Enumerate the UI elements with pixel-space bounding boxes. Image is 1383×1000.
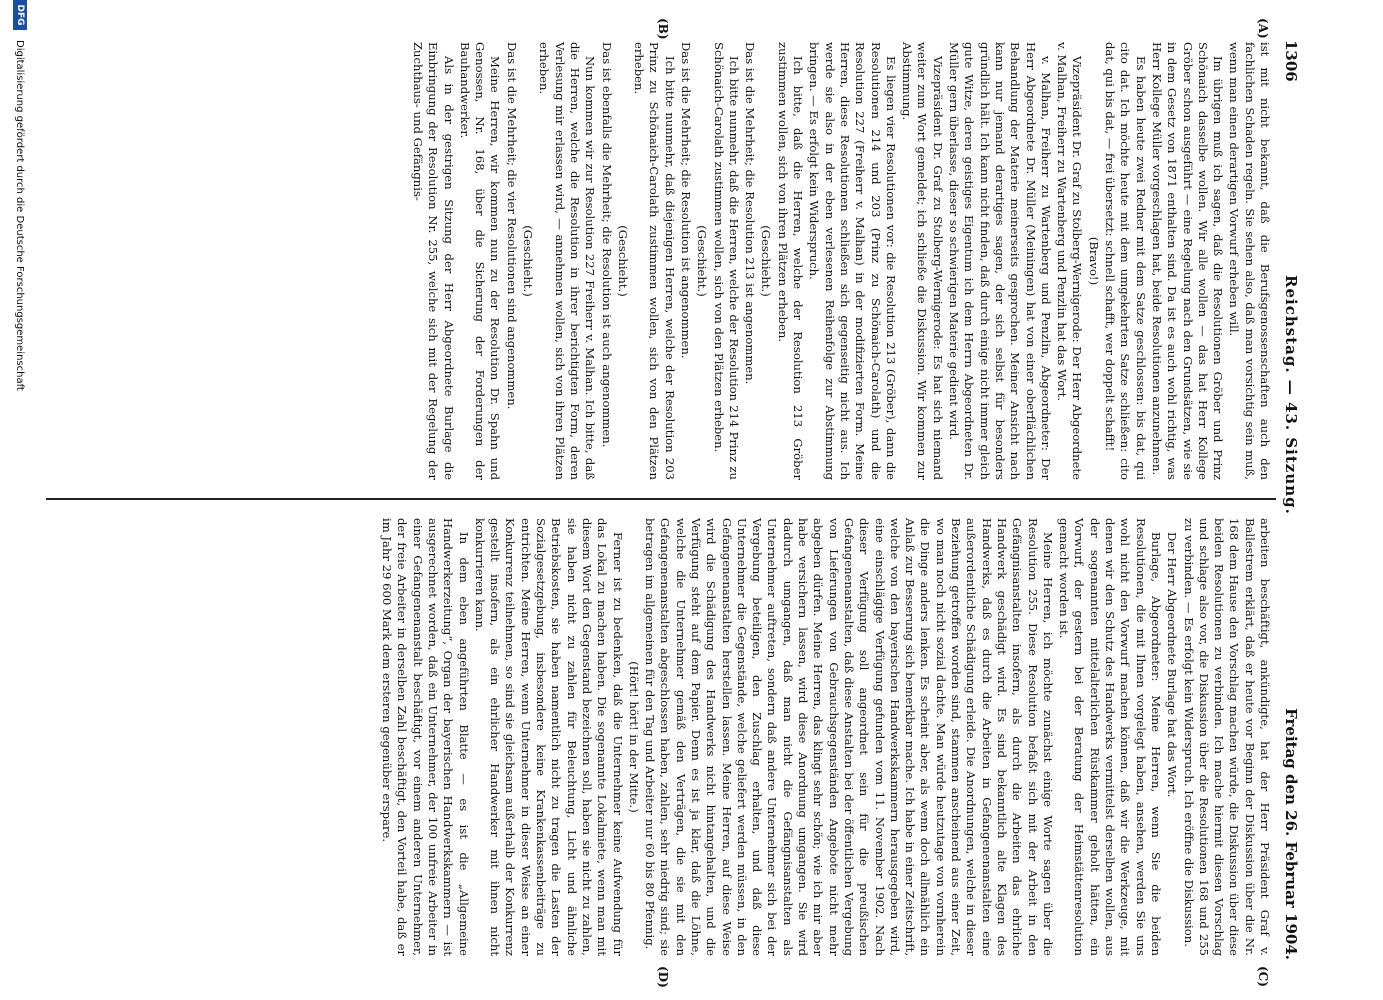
left-paragraph: Ich bitte nunmehr, daß die Herren, welche der Resolution 214 Prinz zu Schönaich-Carolath zustimmen wollen, sich von den Plätzen erheben. (711, 42, 741, 480)
column-divider (46, 498, 1276, 500)
left-paragraph: Vizepräsident Dr. Graf zu Stolberg-Wernigerode: Es hat sich niemand weiter zum Wort gemeldet; ich schließe die Diskussion. Wir kommen zur Abstimmung. (900, 42, 945, 480)
right-column (378, 518, 1272, 956)
left-paragraph: Das ist ebenfalls die Mehrheit; die Resolution ist auch angenommen. (599, 42, 614, 448)
margin-mark-d: (D) (656, 966, 670, 988)
left-paragraph: Im übrigen muß ich sagen, daß die Resolutionen Gröber und Prinz Schönaich dasselbe wollen. Wir alle wollen — das hat Herr Kollege Gröber schon ausgeführt — eine Regelung nach den Grundsätzen, wie sie in dem Gesetz von 1871 enthalten sind. Da ist es auch wohl richtig, was Herr Kollege Müller vorgeschlagen hat, beide Resolutionen anzunehmen. (1149, 42, 1226, 480)
page-header (1280, 40, 1302, 960)
left-paragraph: Ich bitte nunmehr, daß diejenigen Herren, welche der Resolution 203 Prinz zu Schönaich-Carolath zustimmen wollen, sich von den Plätzen erheben. (632, 42, 677, 480)
page-number: 1306 (1282, 40, 1300, 82)
left-paragraph: Es liegen vier Resolutionen vor: die Resolution 213 (Gröber), dann die Resolutionen 214 und 203 (Prinz zu Schönaich-Carolath) und die Resolution 227 (Freiherr v. Malhan) in der modifizierten Form. Meine Herren, diese Resolutionen schließen sich gegenseitig nicht aus. Ich werde sie also in der eben verlesenen Reihenfolge zur Abstimmung bringen. — Es erfolgt kein Widerspruch. (807, 42, 898, 480)
left-paragraph: (Geschieht.) (759, 225, 774, 297)
right-paragraph: Meine Herren, ich möchte zunächst einige Worte sagen über die Resolution 255. Diese Resolution befaßt sich mit der Arbeit in den Gefängnisanstalten insofern, als durch die Arbeiten das ehrliche Handwerk geschädigt wird. Es sind bekanntlich alte Klagen des Handwerks, daß es durch die Arbeiten in Gefangenenanstalten eine außerordentliche Schädigung erleide. Die Anordnungen, welche in dieser Beziehung getroffen worden sind, stammen anscheinend aus einer Zeit, wo man noch nicht sozial dachte. Man würde heutzutage von vornherein die Dinge anders lenken. Es scheint aber, als wenn doch allmählich ein Anlaß zur Besserung sich bemerkbar mache. Ich habe in einer Zeitschrift, welche von den bayerischen Handwerkskammern herausgegeben wird, eine einschlägige Verfügung gefunden vom 11. November 1902. Nach dieser Verfügung soll angeordnet sein für die preußischen Gefangenenanstalten, daß diese Anstalten bei der öffentlichen Vergebung von Lieferungen von Gebrauchsgegenständen Angebote nicht mehr abgeben dürfen. Meine Herren, das klingt sehr schön; wie ich mir aber habe versichern lassen, wird diese Anordnung umgangen. Sie wird dadurch umgangen, daß man nicht die Gefängnisanstalten als Unternehmer auftreten, sondern daß andere Unternehmer sich bei der Vergebung beteiligen, den Zuschlag erhalten, und daß diese Unternehmer die Gegenstände, welche geliefert werden müssen, in den Gefangenenanstalten herstellen lassen. Meine Herren, auf diese Weise wird die Schädigung des Handwerks nicht hintangehalten, und die Verfügung steht auf dem Papier. Denn es ist ja klar, daß die Löhne, welche die Unternehmer gemäß den Verträgen, die sie mit den Gefangenenanstalten abgeschlossen haben, zahlen, sehr niedrig sind; sie betragen im allgemeinen für den Tag und Arbeiter nur 60 bis 80 Pfennig. (643, 518, 1055, 956)
left-paragraph: (Geschieht.) (521, 225, 536, 297)
left-paragraph: Ich bitte, daß die Herren, welche der Resolution 213 Gröber zustimmen wollen, sich von ihren Plätzen erheben. (775, 42, 806, 480)
header-title: Reichstag. — 43. Sitzung. (1282, 275, 1300, 515)
left-paragraph: Das ist die Mehrheit; die vier Resolutionen sind angenommen. (504, 42, 519, 410)
left-paragraph: Nun kommen wir zur Resolution 227 Freiherr v. Malhan. Ich bitte, daß die Herren, welche die Resolution in ihrer berichtigten Form, deren Verlesung mir erlassen wird, — annehmen wollen, sich von ihren Plätzen erheben. (537, 42, 598, 480)
left-paragraph: Meine Herren, wir kommen nun zu der Resolution Dr. Spahn und Genossen, Nr. 168, über die Sicherung der Forderungen der Bauhandwerker. (457, 42, 503, 480)
left-paragraph: (Geschieht.) (695, 225, 710, 297)
left-paragraph: Vizepräsident Dr. Graf zu Stolberg-Wernigerode: Der Herr Abgeordnete v. Malhan, Freiherr zu Wartenberg und Penzlin hat das Wort. (1055, 42, 1085, 480)
right-paragraph: Der Herr Abgeordnete Burlage hat das Wort. (1165, 532, 1180, 798)
left-paragraph: Das ist die Mehrheit; die Resolution 213 ist angenommen. (743, 42, 758, 385)
left-column (409, 42, 1272, 480)
margin-mark-a: (A) (1256, 18, 1270, 39)
header-date: Freitag den 26. Februar 1904. (1282, 708, 1300, 960)
margin-mark-c: (C) (1256, 966, 1270, 987)
right-paragraph: In dem eben angeführten Blatte — es ist die „Allgemeine Handwerkerzeitung“, Organ der bayerischen Handwerkskammern — ist ausgerechnet worden, daß ein Unternehmer, der 100 unfreie Arbeiter in einer Gefangenenanstalt beschäftigt, vor einem anderen Unternehmer, der freie Arbeiter in derselben Zahl beschäftigt, den Vorteil habe, daß er im Jahr 29 600 Mark dem ersteren gegenüber erspare. (380, 518, 471, 956)
margin-mark-b: (B) (656, 18, 670, 40)
right-paragraph: Burlage, Abgeordneter: Meine Herren, wenn Sie die beiden Resolutionen, die mit Ihnen vorgelegt haben, ansehen, werden Sie uns wohl nicht den Vorwurf machen können, daß wir die Werkzeuge, mit denen wir den Schutz des Handwerks vermittelst derselben wollen, aus der sogenannten mittelalterlichen Rüstkammer geholt hätten, ein Vorwurf, der gestern bei der Beratung der Heimstättenresolution gemacht worden ist. (1057, 518, 1163, 956)
right-paragraph: (Hört! hört! in der Mitte.) (626, 661, 641, 813)
left-paragraph: Es haben heute zwei Redner mit dem Satze geschlossen: bis dat, qui cito dat. Ich möchte heute mit dem umgekehrten Satze schließen: cito dat, qui bis dat, — frei übersetzt: schnell schafft, wer doppelt schafft! (1103, 42, 1148, 480)
right-paragraph: Ferner ist zu bedenken, daß die Unternehmer keine Aufwendung für das Lokal zu machen haben. Die sogenannte Lokalmiete, wenn man mit diesem Wort den Gegenstand bezeichnen soll, haben sie nicht zu zahlen, sie haben nicht zu zahlen für Beleuchtung, Licht und ähnliche Betriebskosten, sie haben namentlich nicht zu tragen die Lasten der Sozialgesetzgebung, insbesondere keine Krankenkassenbeiträge zu entrichten. Meine Herren, wenn Unternehmer in dieser Weise an einer Konkurrenz teilnehmen, so sind sie gleichsam außerhalb der Konkurrenz gestellt insofern, als ein ehrlicher Handwerker mit ihnen nicht konkurrieren kann. (472, 518, 625, 956)
left-paragraph: (Bravo!) (1086, 236, 1101, 286)
dfg-logo: DFG (13, 0, 27, 30)
left-paragraph: Als in der gestrigen Sitzung der Herr Abgeordnete Burlage die Einbringung der Resolution Nr. 255, welche sich mit der Regelung der Zuchthaus- und Gefängnis- (410, 42, 456, 480)
left-paragraph: v. Malhan, Freiherr zu Wartenberg und Penzlin, Abgeordneter: Der Herr Abgeordnete Dr. Müller (Meiningen) hat von einer oberflächlichen Behandlung der Materie meinerseits gesprochen. Meiner Ansicht nach kann nur jemand derartiges sagen, der sich selbst für besonders gründlich hält. Ich kann nicht finden, daß durch einige nicht immer gleich gute Witze, deren geistiges Eigentum ich dem Herrn Abgeordneten Dr. Müller gern überlasse, dieser so schwierigen Materie gedient wird. (947, 42, 1053, 480)
left-paragraph: ist mit nicht bekannt, daß die Berufsgenossenschaften auch den fachlichen Schaden regeln. Sie sehen also, daß man vorsichtig sein muß, wenn man einen derartigen Vorwurf erheben will. (1227, 42, 1272, 480)
left-paragraph: (Geschieht.) (615, 225, 630, 297)
right-paragraph: arbeiten beschäftigt, ankündigte, hat der Herr Präsident Graf v. Ballestrem erklärt, daß er heute vor Beginn der Diskussion über die Nr. 168 dem Hause den Vorschlag machen würde, die Diskussion über diese beiden Resolutionen zu verbinden. Ich mache hiermit diesen Vorschlag und schlage also vor, die Diskussion über die Resolutionen 168 und 255 zu verbinden. — Es erfolgt kein Widerspruch. Ich eröffne die Diskussion. (1181, 518, 1272, 956)
footer-credit: Digitalisierung gefördert durch die Deutsche Forschungsgemeinschaft (14, 40, 25, 391)
left-paragraph: Das ist die Mehrheit; die Resolution ist angenommen. (679, 42, 694, 359)
